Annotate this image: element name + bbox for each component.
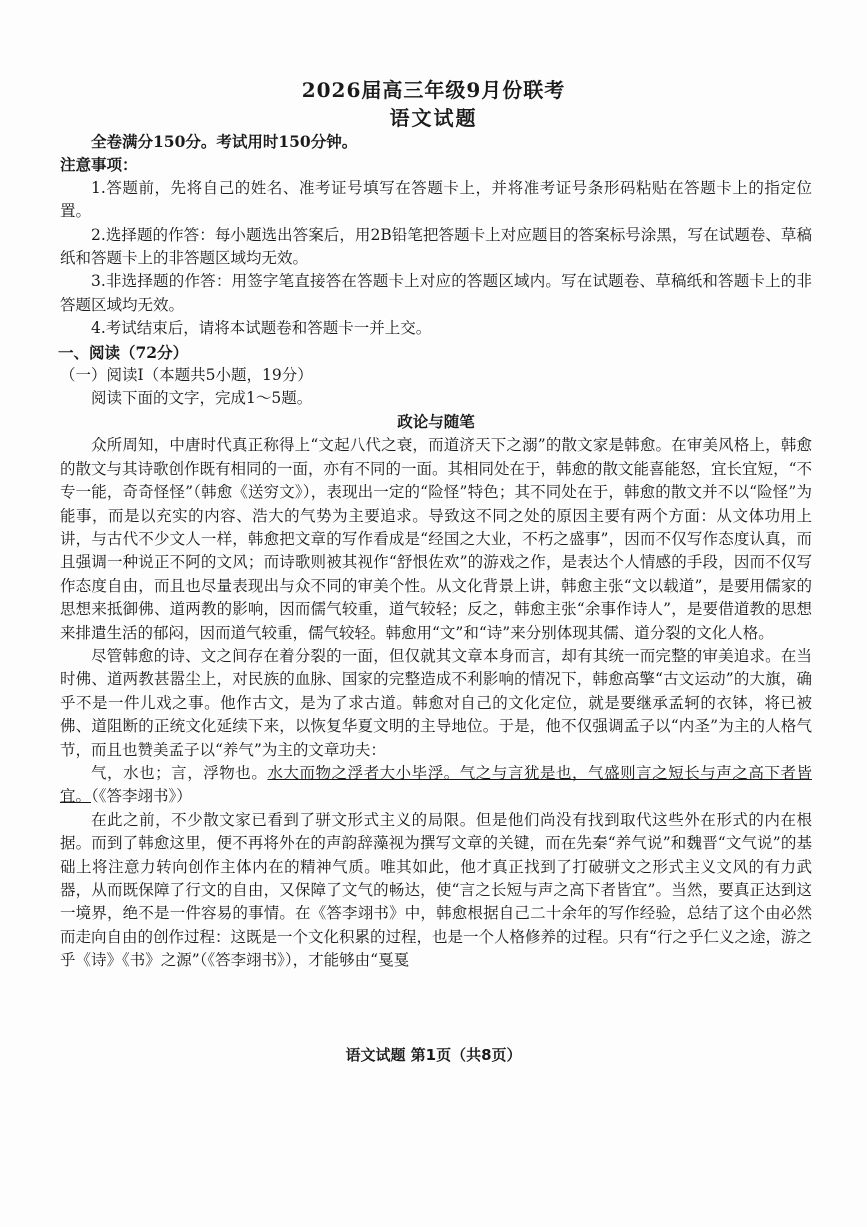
essay-body — [60, 434, 812, 972]
exam-subtitle: 语文试题 — [389, 106, 478, 130]
page-footer: 语文试题 第1页（共8页） — [345, 1046, 522, 1064]
note-item-1: 1.答题前，先将自己的姓名、准考证号填写在答题卡上，并将准考证号条形码粘贴在答题卡上的指定位置。 — [60, 178, 812, 221]
essay-paragraph-3: 在此之前，不少散文家已看到了骈文形式主义的局限。但是他们尚没有找到取代这些外在形式的内在根据。而到了韩愈这里，便不再将外在的声韵辞藻视为撰写文章的关键，而在先秦“养气说”和魏晋“文气说”的基础上将注意力转向创作主体内在的精神气质。唯其如此，他才真正找到了打破骈文之形式主义文风的有力武器，从而既保障了行文的自由，又保障了文气的畅达，使“言之长短与声之高下者皆宜”。当然，要真正达到这一境界，绝不是一件容易的事情。在《答李翊书》中，韩愈根据自己二十余年的写作经验，总结了这个由必然而走向自由的创作过程：这既是一个文化积累的过程，也是一个人格修养的过程。只有“行之乎仁义之途，游之乎《诗》《书》之源”（《答李翊书》），才能够由“戛戛 — [60, 810, 812, 970]
section-instruction: 阅读下面的文字，完成1～5题。 — [91, 389, 313, 408]
notes-heading: 注意事项： — [60, 155, 138, 175]
essay-title: 政论与随笔 — [397, 412, 475, 431]
essay-paragraph-2: 尽管韩愈的诗、文之间存在着分裂的一面，但仅就其文章本身而言，却有其统一而完整的审美追求。在当时佛、道两教甚嚣尘上，对民族的血脉、国家的完整造成不利影响的情况下，韩愈高擎“古文运动”的大旗，确乎不是一件儿戏之事。他作古文，是为了求古道。韩愈对自己的文化定位，就是要继承孟轲的衣钵，将已被佛、道阻断的正统文化延续下来，以恢复华夏文明的主导地位。于是，他不仅强调孟子以“内圣”为主的人格气节，而且也赞美孟子以“养气”为主的文章功夫： — [60, 646, 812, 759]
essay-quote — [60, 762, 812, 809]
section-sub-heading: （一）阅读Ⅰ（本题共5小题，19分） — [60, 366, 313, 385]
note-item-2: 2.选择题的作答：每小题选出答案后，用2B铅笔把答题卡上对应题目的答案标号涂黑，写在试题卷、草稿纸和答题卡上的非答题区域均无效。 — [60, 225, 812, 268]
essay-paragraph-1: 众所周知，中唐时代真正称得上“文起八代之衰，而道济天下之溺”的散文家是韩愈。在审美风格上，韩愈的散文与其诗歌创作既有相同的一面，亦有不同的一面。其相同处在于，韩愈的散文能喜能怒，宜长宜短，“不专一能，奇奇怪怪”（韩愈《送穷文》），表现出一定的“险怪”特色；其不同处在于，韩愈的散文并不以“险怪”为能事，而是以充实的内容、浩大的气势为主要追求。导致这不同之处的原因主要有两个方面：从文体功用上讲，与古代不少文人一样，韩愈把文章的写作看成是“经国之大业，不朽之盛事”，因而不仅写作态度认真，而且强调一种说正不阿的文风；而诗歌则被其视作“舒恨佐欢”的游戏之作，是表达个人情感的手段，因而不仅写作态度自由，而且也尽量表现出与众不同的审美个性。从文化背景上讲，韩愈主张“文以载道”，是要用儒家的思想来抵御佛、道两教的影响，因而儒气较重，道气较轻；反之，韩愈主张“余事作诗人”，是要借道教的思想来排遣生活的郁闷，因而道气较重，儒气较轻。韩愈用“文”和“诗”来分别体现其儒、道分裂的文化人格。 — [60, 436, 812, 642]
quote-source: （《答李翊书》） — [91, 787, 192, 806]
note-item-3: 3.非选择题的作答：用签字笔直接答在答题卡上对应的答题区域内。写在试题卷、草稿纸和答题卡上的非答题区域均无效。 — [60, 272, 812, 314]
score-time-info: 全卷满分150分。考试用时150分钟。 — [91, 132, 358, 151]
exam-title: 2026届高三年级9月份联考 — [301, 78, 566, 102]
quote-plain: 气，水也；言，浮物也。 — [91, 763, 268, 782]
note-item-4: 4.考试结束后，请将本试题卷和答题卡一并上交。 — [91, 319, 432, 338]
section-heading: 一、阅读（72分） — [58, 342, 189, 362]
quote-underlined: 水大而物之浮者大小毕浮。气之与言犹是也，气盛则言之短长与声之高下者皆宜。 — [60, 763, 812, 806]
page-content — [60, 130, 812, 973]
